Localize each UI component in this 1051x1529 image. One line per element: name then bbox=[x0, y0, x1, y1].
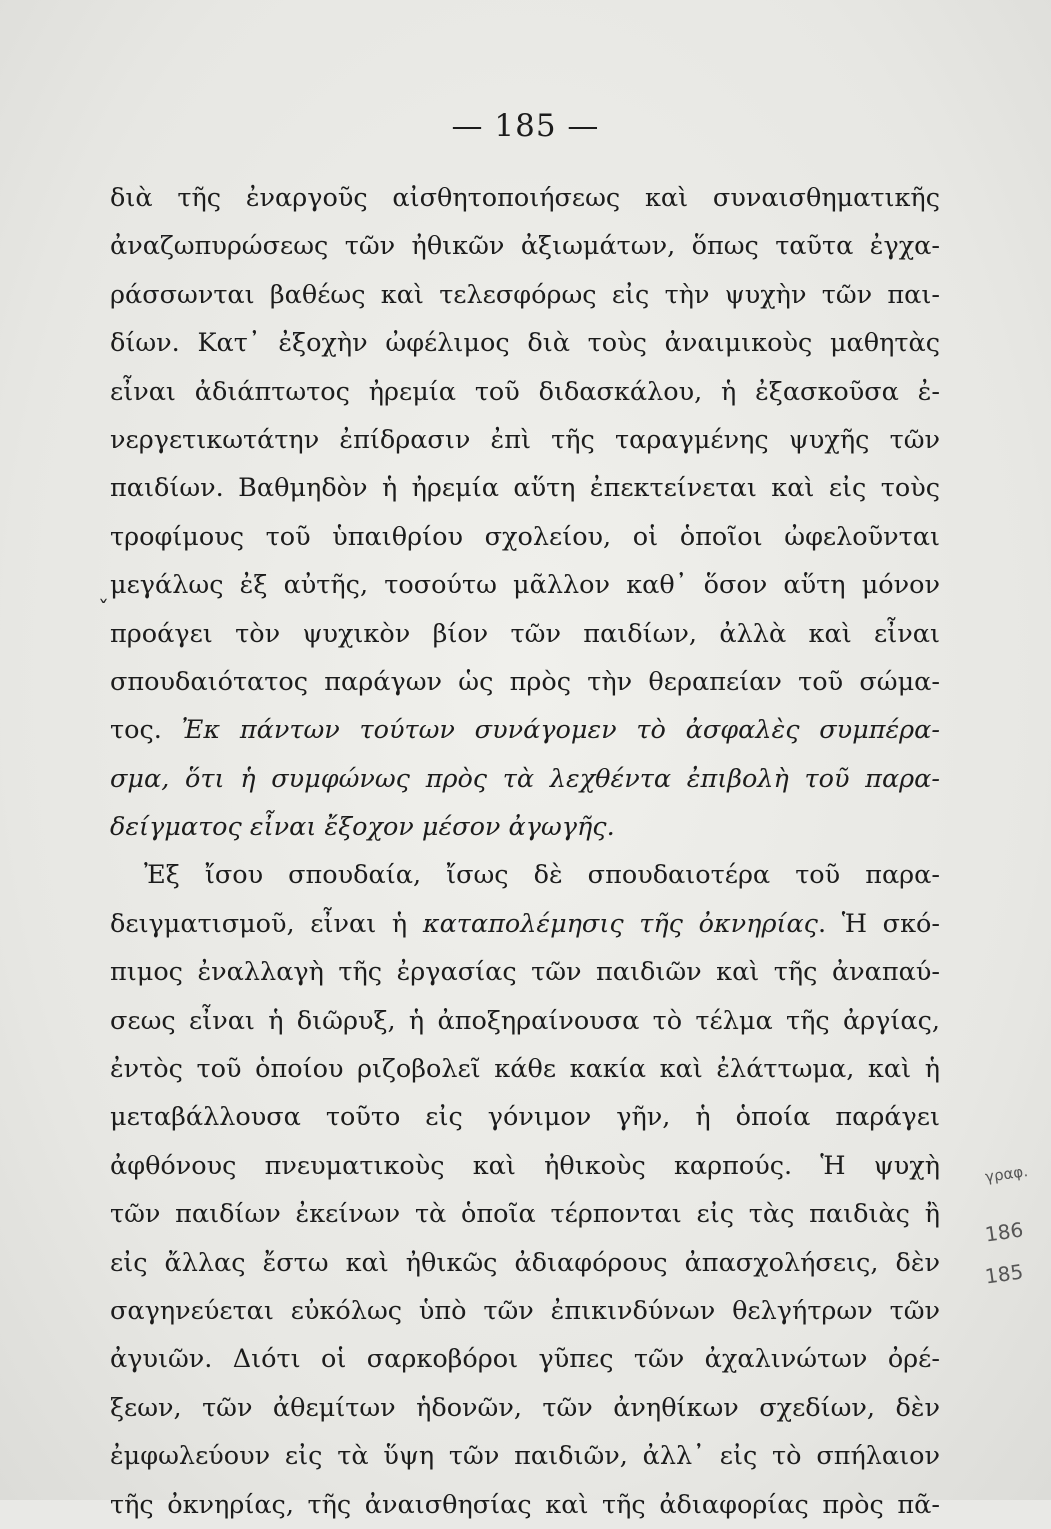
text-line: εἶναι ἀδιάπτωτος ἠρεμία τοῦ διδασκάλου, ἡ ἐξασκοῦσα ἐ- bbox=[110, 376, 940, 407]
text-line: ἀγυιῶν. Διότι οἱ σαρκοβόροι γῦπες τῶν ἀχαλινώτων ὀρέ- bbox=[110, 1344, 940, 1375]
margin-handwriting: 185 bbox=[983, 1259, 1025, 1289]
margin-handwriting: γραφ. bbox=[983, 1162, 1029, 1186]
text-line: δίων. Κατ᾽ ἐξοχὴν ὠφέλιμος διὰ τοὺς ἀναιμικοὺς μαθητὰς bbox=[110, 328, 940, 359]
paragraph-first-line: Ἐξ ἴσου σπουδαία, ἴσως δὲ σπουδαιοτέρα τοῦ παρα- bbox=[144, 860, 940, 891]
text-line: ράσσωνται βαθέως καὶ τελεσφόρως εἰς τὴν ψυχὴν τῶν παι- bbox=[110, 279, 940, 310]
text-line: εἰς ἄλλας ἔστω καὶ ἠθικῶς ἀδιαφόρους ἀπασχολήσεις, δὲν bbox=[110, 1247, 940, 1278]
text-line: ξεων, τῶν ἀθεμίτων ἡδονῶν, τῶν ἀνηθίκων σχεδίων, δὲν bbox=[110, 1392, 940, 1423]
text-line: δείγματος εἶναι ἔξοχον μέσον ἀγωγῆς. bbox=[110, 812, 615, 843]
text-line: ἀναζωπυρώσεως τῶν ἠθικῶν ἀξιωμάτων, ὅπως ταῦτα ἐγχα- bbox=[110, 231, 940, 262]
text-line: τῶν παιδίων ἐκείνων τὰ ὁποῖα τέρπονται εἰς τὰς παιδιὰς ἢ bbox=[110, 1199, 940, 1230]
text-line: τροφίμους τοῦ ὑπαιθρίου σχολείου, οἱ ὁποῖοι ὠφελοῦνται bbox=[110, 521, 940, 552]
text-line: ἐμφωλεύουν εἰς τὰ ὕψη τῶν παιδιῶν, ἀλλ᾽ εἰς τὸ σπήλαιον bbox=[110, 1441, 940, 1472]
text-line: σπουδαιότατος παράγων ὡς πρὸς τὴν θεραπείαν τοῦ σώμα- bbox=[110, 666, 940, 697]
text-line: διὰ τῆς ἐναργοῦς αἰσθητοποιήσεως καὶ συναισθηματικῆς bbox=[110, 183, 940, 213]
text-line: πιμος ἐναλλαγὴ τῆς ἐργασίας τῶν παιδιῶν καὶ τῆς ἀναπαύ- bbox=[110, 957, 940, 988]
text-line: προάγει τὸν ψυχικὸν βίον τῶν παιδίων, ἀλλὰ καὶ εἶναι bbox=[110, 618, 940, 649]
text-line: σμα, ὅτι ἡ συμφώνως πρὸς τὰ λεχθέντα ἐπιβολὴ τοῦ παρα- bbox=[110, 763, 940, 794]
text-line: δειγματισμοῦ, εἶναι ἡ καταπολέμησις τῆς ὀκνηρίας. Ἡ σκό- bbox=[110, 908, 940, 939]
text-line: μεταβάλλουσα τοῦτο εἰς γόνιμον γῆν, ἡ ὁποία παράγει bbox=[110, 1102, 940, 1133]
ink-speck: ˇ bbox=[98, 598, 109, 623]
page-number: — 185 — bbox=[451, 108, 600, 144]
text-line: ἀφθόνους πνευματικοὺς καὶ ἠθικοὺς καρπούς. Ἡ ψυχὴ bbox=[110, 1150, 940, 1181]
text-line: παιδίων. Βαθμηδὸν ἡ ἠρεμία αὕτη ἐπεκτείνεται καὶ εἰς τοὺς bbox=[110, 473, 940, 504]
text-line: τῆς ὀκνηρίας, τῆς ἀναισθησίας καὶ τῆς ἀδιαφορίας πρὸς πᾶ- bbox=[110, 1489, 940, 1520]
text-line: σεως εἶναι ἡ διῶρυξ, ἡ ἀποξηραίνουσα τὸ τέλμα τῆς ἀργίας, bbox=[110, 1005, 940, 1036]
text-line: τος. Ἐκ πάντων τούτων συνάγομεν τὸ ἀσφαλὲς συμπέρα- bbox=[110, 715, 940, 746]
text-line: νεργετικωτάτην ἐπίδρασιν ἐπὶ τῆς ταραγμένης ψυχῆς τῶν bbox=[110, 424, 940, 455]
margin-handwriting: 186 bbox=[983, 1217, 1025, 1247]
text-line: ἐντὸς τοῦ ὁποίου ριζοβολεῖ κάθε κακία καὶ ἐλάττωμα, καὶ ἡ bbox=[110, 1054, 940, 1085]
body-text bbox=[110, 174, 940, 1529]
text-line: σαγηνεύεται εὐκόλως ὑπὸ τῶν ἐπικινδύνων θελγήτρων τῶν bbox=[110, 1295, 940, 1326]
text-line: μεγάλως ἐξ αὐτῆς, τοσούτω μᾶλλον καθ᾽ ὅσον αὕτη μόνον bbox=[110, 570, 940, 601]
